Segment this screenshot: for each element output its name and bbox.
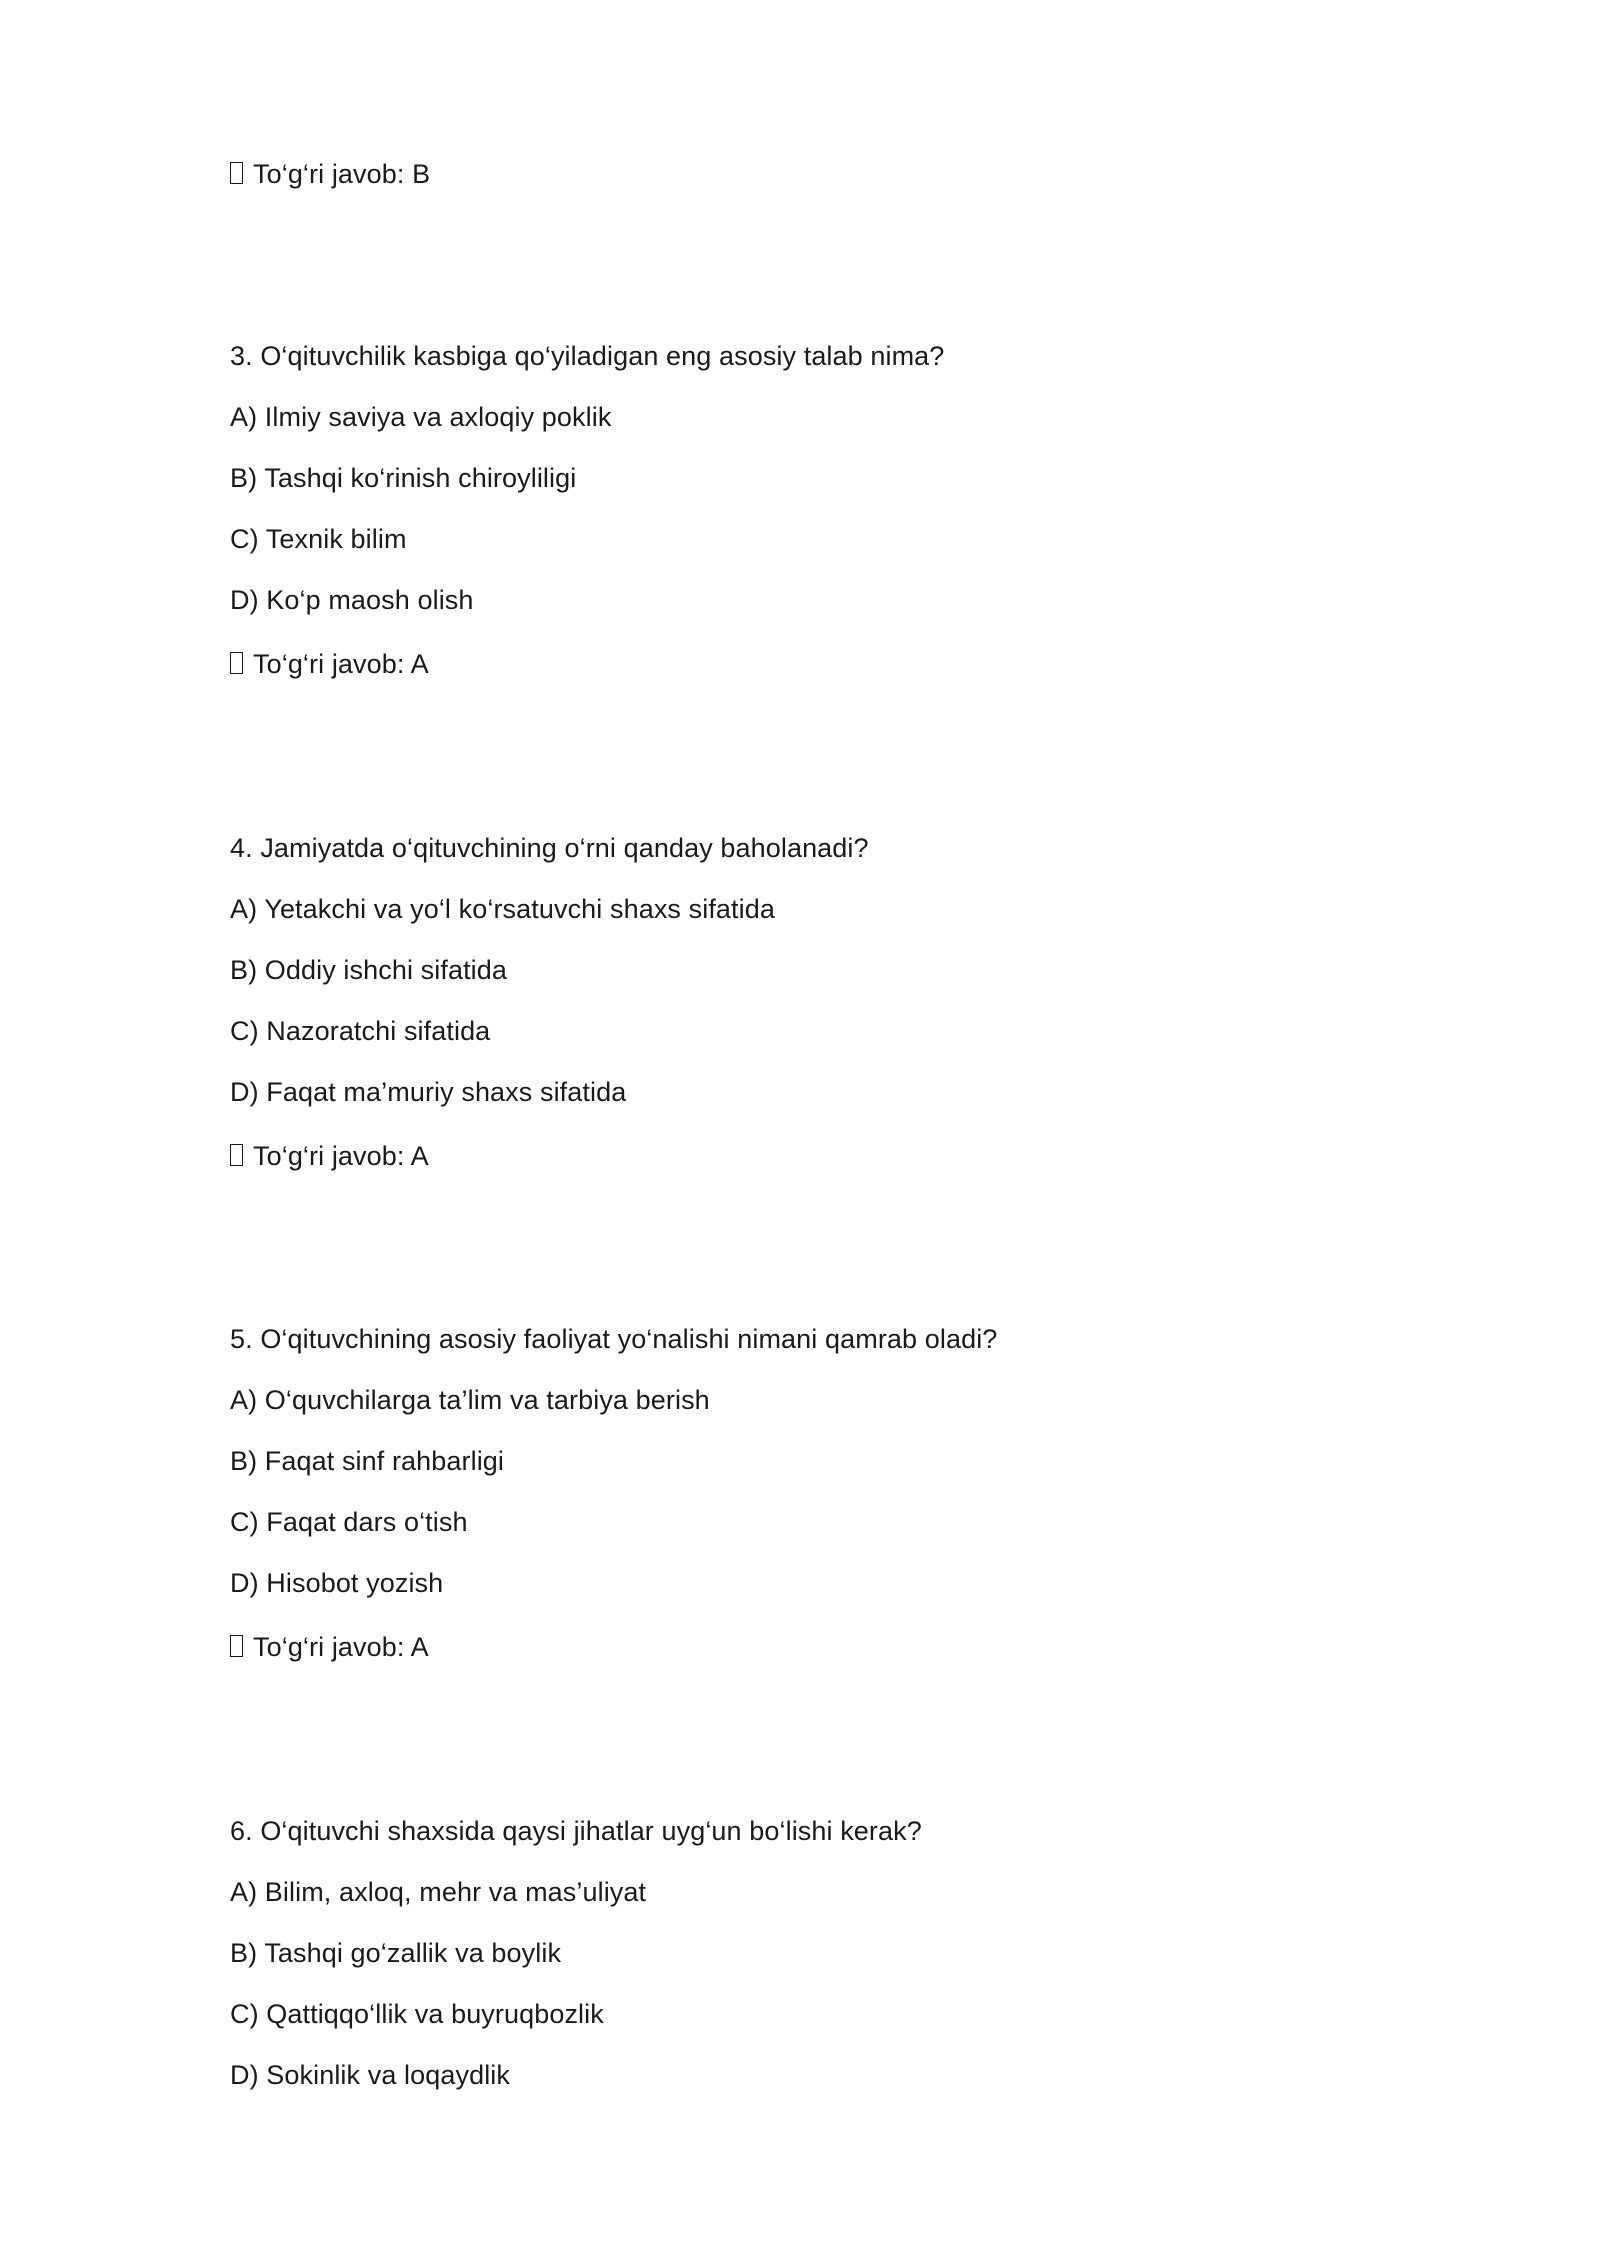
- question-3: 3. O‘qituvchilik kasbiga qo‘yiladigan eng asosiy talab nima?: [230, 341, 945, 371]
- option-d: D) Hisobot yozish: [230, 1568, 444, 1598]
- missing-glyph-icon: [230, 1144, 243, 1166]
- option-b: B) Tashqi go‘zallik va boylik: [230, 1938, 562, 1968]
- missing-glyph-icon: [230, 162, 243, 184]
- option-a: A) Yetakchi va yo‘l ko‘rsatuvchi shaxs sifatida: [230, 894, 775, 924]
- missing-glyph-icon: [230, 1635, 243, 1657]
- option-b: B) Faqat sinf rahbarligi: [230, 1446, 505, 1476]
- answer-line: [230, 1630, 429, 1664]
- option-a: A) O‘quvchilarga ta’lim va tarbiya berish: [230, 1385, 710, 1415]
- option-c: C) Texnik bilim: [230, 524, 407, 554]
- answer-text: To‘g‘ri javob: A: [253, 649, 429, 679]
- answer-line: [230, 647, 429, 681]
- answer-line: [230, 157, 430, 191]
- option-d: D) Ko‘p maosh olish: [230, 585, 474, 615]
- option-b: B) Tashqi ko‘rinish chiroyliligi: [230, 463, 577, 493]
- option-c: C) Faqat dars o‘tish: [230, 1507, 468, 1537]
- option-a: A) Ilmiy saviya va axloqiy poklik: [230, 402, 612, 432]
- option-c: C) Nazoratchi sifatida: [230, 1016, 491, 1046]
- option-d: D) Faqat ma’muriy shaxs sifatida: [230, 1077, 627, 1107]
- question-4: 4. Jamiyatda o‘qituvchining o‘rni qanday baholanadi?: [230, 833, 869, 863]
- option-c: C) Qattiqqo‘llik va buyruqbozlik: [230, 1999, 604, 2029]
- answer-text: To‘g‘ri javob: B: [253, 159, 431, 189]
- option-a: A) Bilim, axloq, mehr va mas’uliyat: [230, 1877, 647, 1907]
- missing-glyph-icon: [230, 652, 243, 674]
- question-6: 6. O‘qituvchi shaxsida qaysi jihatlar uyg‘un bo‘lishi kerak?: [230, 1816, 922, 1846]
- question-5: 5. O‘qituvchining asosiy faoliyat yo‘nalishi nimani qamrab oladi?: [230, 1324, 998, 1354]
- answer-line: [230, 1139, 429, 1173]
- answer-text: To‘g‘ri javob: A: [253, 1141, 429, 1171]
- answer-text: To‘g‘ri javob: A: [253, 1632, 429, 1662]
- option-b: B) Oddiy ishchi sifatida: [230, 955, 508, 985]
- option-d: D) Sokinlik va loqaydlik: [230, 2060, 511, 2090]
